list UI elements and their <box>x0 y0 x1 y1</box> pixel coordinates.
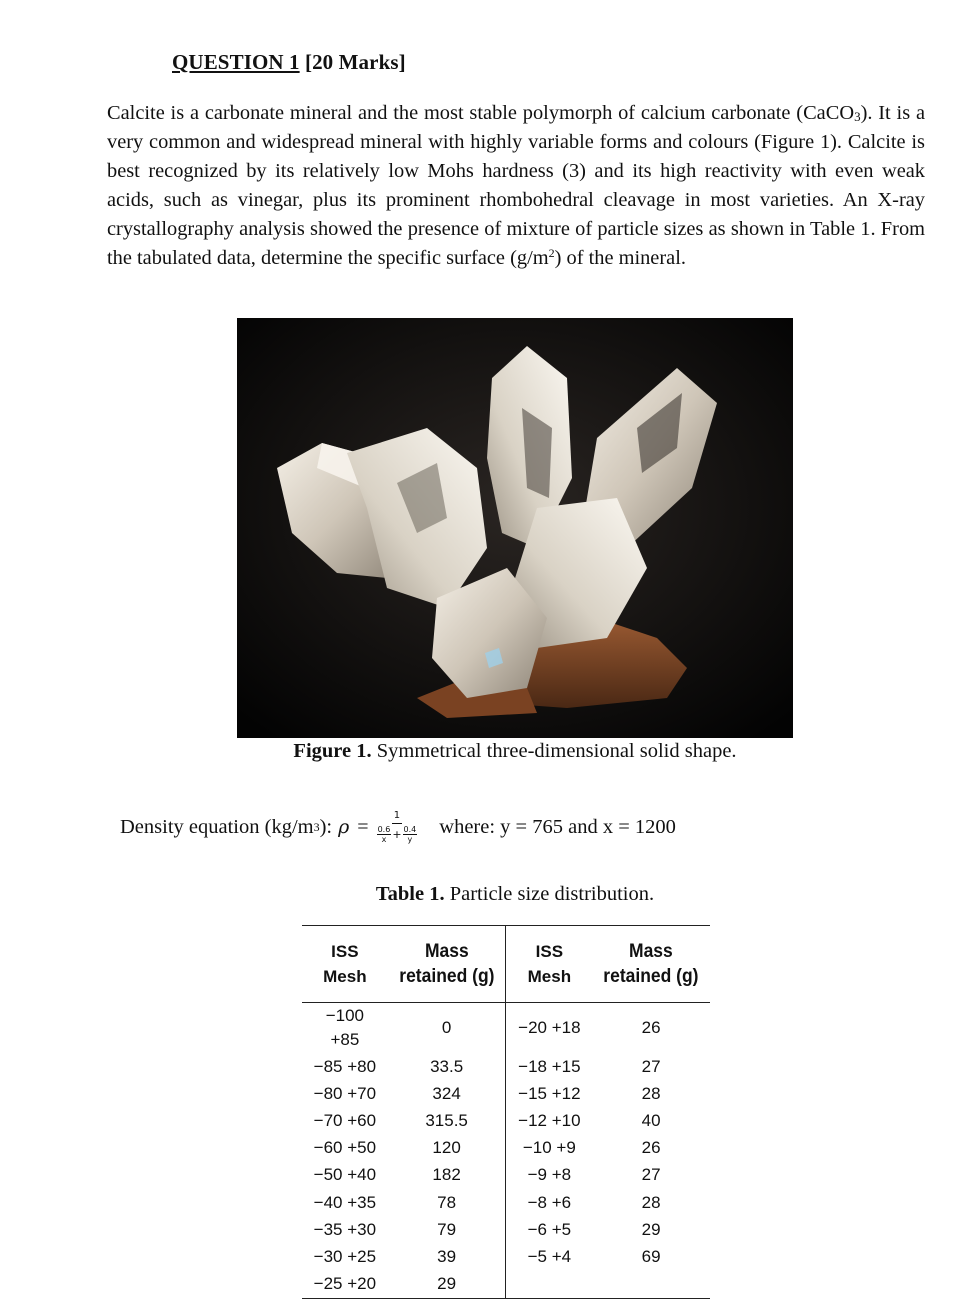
cell-mass-left: 182 <box>388 1162 506 1189</box>
paragraph-superscript: 2 <box>548 246 555 260</box>
table-row <box>302 1189 710 1216</box>
header-iss-mesh-2 <box>506 926 592 1003</box>
table-row <box>302 1080 710 1107</box>
cell-mass-left: 78 <box>388 1189 506 1216</box>
cell-mass-right: 40 <box>641 1110 661 1130</box>
cell-mesh-left: −30 +25 <box>313 1246 377 1266</box>
header-mass-line1: Mass <box>424 941 469 962</box>
density-equation: Density equation (kg/m 3 ): ρ = 1 $\frac{0.6}{x}$ + $\frac{0.4}{y}$ where: y = 765 and x = 1200 <box>120 810 676 844</box>
density-fraction <box>377 810 418 844</box>
term-one-num: 0.6 <box>377 825 391 834</box>
table-caption <box>0 883 975 906</box>
cell-mesh-left <box>302 1003 388 1054</box>
cell-mesh-left: −80 +70 <box>313 1083 377 1103</box>
header-mass-2 <box>592 926 710 1003</box>
header-mass-line2: retained (g) <box>603 966 699 987</box>
paragraph-subscript: 3 <box>854 109 861 124</box>
table-row <box>302 1003 710 1054</box>
cell-mesh-right: −10 +9 <box>522 1138 576 1158</box>
cell-mass-right: 29 <box>641 1219 661 1239</box>
crystal-illustration <box>237 318 793 738</box>
header-mass-1 <box>388 926 506 1003</box>
paragraph-text-3: ) of the mineral. <box>554 247 686 269</box>
density-label-end: ): <box>319 815 333 838</box>
cell-mesh-right: −12 +10 <box>518 1110 581 1130</box>
table-row <box>302 1135 710 1162</box>
table-row <box>302 1243 710 1270</box>
header-mesh-line2: Mesh <box>527 967 572 986</box>
cell-mesh-left: −70 +60 <box>313 1110 377 1130</box>
cell-mesh-right <box>506 1271 592 1299</box>
cell-mass-right: 27 <box>641 1165 661 1185</box>
cell-mesh-left-b: +85 <box>330 1030 360 1049</box>
header-mesh-line1: ISS <box>535 942 564 961</box>
cell-mass-right: 26 <box>641 1138 661 1158</box>
cell-mass-left: 315.5 <box>388 1107 506 1134</box>
cell-mesh-left: −25 +20 <box>313 1274 377 1294</box>
table-row <box>302 1053 710 1080</box>
table-row <box>302 1216 710 1243</box>
cell-mesh-left: −35 +30 <box>313 1219 377 1239</box>
cell-mesh-right: −8 +6 <box>527 1192 572 1212</box>
cell-mass-left: 39 <box>388 1243 506 1270</box>
particle-size-table <box>302 925 710 1299</box>
figure-caption-text: Symmetrical three-dimensional solid shape. <box>376 740 737 762</box>
table-row <box>302 1107 710 1134</box>
table-header-row <box>302 926 710 1003</box>
question-paragraph <box>107 99 925 273</box>
header-mass-line2: retained (g) <box>399 966 495 987</box>
figure-caption <box>0 740 975 763</box>
header-mesh-line2: Mesh <box>323 967 367 986</box>
cell-mass-right: 27 <box>641 1056 661 1076</box>
cell-mesh-right: −15 +12 <box>518 1083 581 1103</box>
term-one <box>377 825 392 844</box>
header-mass-line1: Mass <box>629 941 673 962</box>
plus-sign: + <box>392 827 402 841</box>
term-two-den: y <box>407 835 413 844</box>
table-row <box>302 1162 710 1189</box>
table-label: Table 1. <box>375 883 445 905</box>
paragraph-text-1: Calcite is a carbonate mineral and the most stable polymorph of calcium carbonate (CaCO <box>107 102 855 124</box>
cell-mass-right: 69 <box>641 1246 661 1266</box>
figure-label: Figure 1. <box>293 740 372 762</box>
table-caption-text: Particle size distribution. <box>449 883 655 905</box>
cell-mesh-right: −5 +4 <box>527 1246 572 1266</box>
paragraph-text-2: ). It is a very common and widespread mineral with highly variable forms and colours (Figure 1). Calcite is best recognized by its relatively low Mohs hardness (3) and its high reactivity with even weak acids, such as vinegar, plus its prominent rhombohedral cleavage in most varieties. An X-ray crystallography analysis showed the presence of mixture of particle sizes as shown in Table 1. From the tabulated data, determine the specific surface (g/m <box>107 102 925 269</box>
term-two-num: 0.4 <box>403 825 417 834</box>
density-label: Density equation (kg/m <box>120 815 314 838</box>
cell-mass-left: 33.5 <box>388 1053 506 1080</box>
fraction-denominator <box>377 824 418 844</box>
density-where-text: where: y = 765 and x = 1200 <box>439 815 676 838</box>
cell-mass-left: 79 <box>388 1216 506 1243</box>
cell-mesh-right: −6 +5 <box>527 1219 572 1239</box>
cell-mass-right: 28 <box>641 1192 661 1212</box>
cell-mass-left: 29 <box>388 1271 506 1299</box>
cell-mass-right: 26 <box>641 1018 661 1037</box>
question-title: QUESTION 1 <box>172 50 300 74</box>
rho-symbol: ρ <box>338 816 350 838</box>
cell-mesh-left: −50 +40 <box>313 1165 377 1185</box>
header-mesh-line1: ISS <box>331 942 359 961</box>
cell-mass-left: 0 <box>388 1003 506 1054</box>
cell-mesh-right: −20 +18 <box>518 1018 581 1037</box>
question-heading <box>172 50 406 75</box>
cell-mesh-left: −60 +50 <box>313 1138 377 1158</box>
table-row <box>302 1271 710 1299</box>
header-iss-mesh-1 <box>302 926 388 1003</box>
cell-mass-left: 324 <box>388 1080 506 1107</box>
cell-mesh-right: −9 +8 <box>527 1165 572 1185</box>
cell-mesh-left-a: −100 <box>325 1006 365 1025</box>
cell-mesh-right: −18 +15 <box>518 1056 581 1076</box>
question-marks: [20 Marks] <box>304 50 406 74</box>
cell-mass-left: 120 <box>388 1135 506 1162</box>
fraction-numerator: 1 <box>392 810 402 824</box>
term-one-den: x <box>381 835 387 844</box>
cell-mass-right <box>592 1271 710 1299</box>
calcite-crystal-photo <box>237 318 793 738</box>
cell-mesh-left: −40 +35 <box>313 1192 377 1212</box>
cell-mass-right: 28 <box>641 1083 661 1103</box>
equals-sign: = <box>357 815 369 838</box>
cell-mesh-left: −85 +80 <box>313 1056 377 1076</box>
term-two <box>403 825 418 844</box>
